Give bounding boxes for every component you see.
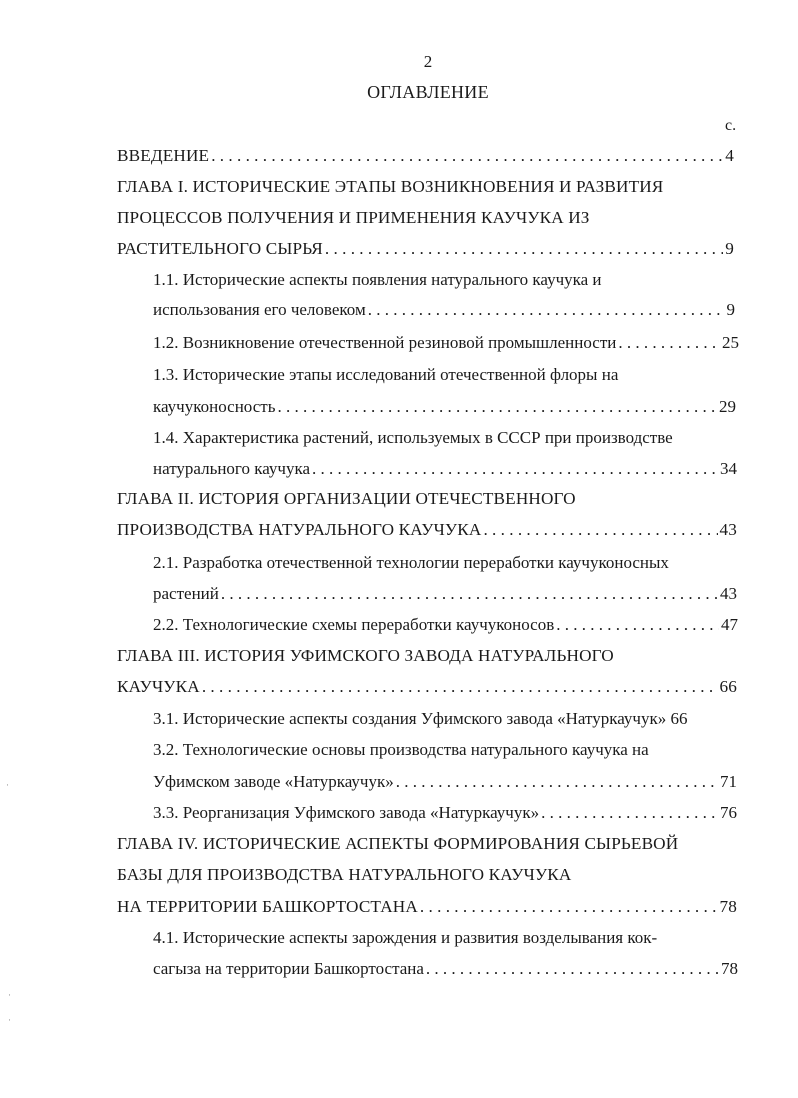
toc-section-1-3-line-1: 1.3. Исторические этапы исследований отечественной флоры на bbox=[153, 365, 619, 384]
toc-entry-text: ВВЕДЕНИЕ bbox=[117, 146, 210, 165]
toc-page-number: 78 bbox=[719, 897, 737, 916]
toc-section-2-2 bbox=[153, 615, 738, 635]
toc-section-1-1-line-2 bbox=[153, 300, 735, 320]
toc-section-2-1-line-1: 2.1. Разработка отечественной технологии переработки каучуконосных bbox=[153, 553, 669, 572]
toc-chapter-3-line-2 bbox=[117, 677, 737, 697]
toc-chapter-2-line-1: ГЛАВА II. ИСТОРИЯ ОРГАНИЗАЦИИ ОТЕЧЕСТВЕННОГО bbox=[117, 489, 576, 508]
toc-section-3-1 bbox=[153, 709, 687, 729]
toc-chapter-4-line-3 bbox=[117, 897, 737, 917]
toc-entry-text: Уфимском заводе «Натуркаучук» bbox=[153, 772, 394, 791]
scan-speck-mark: · bbox=[6, 780, 9, 790]
leader-dots bbox=[483, 520, 717, 540]
toc-chapter-1-line-3 bbox=[117, 239, 734, 259]
leader-dots bbox=[221, 584, 718, 604]
leader-dots bbox=[211, 146, 723, 166]
toc-section-1-1-line-1: 1.1. Исторические аспекты появления натурального каучука и bbox=[153, 270, 602, 289]
toc-entry-text: 3.3. Реорганизация Уфимского завода «Натуркаучук» bbox=[153, 803, 540, 822]
page-column-label: с. bbox=[725, 117, 737, 134]
leader-dots bbox=[541, 803, 718, 823]
toc-section-3-2-line-1: 3.2. Технологические основы производства натурального каучука на bbox=[153, 740, 649, 759]
toc-entry-text: сагыза на территории Башкортостана bbox=[153, 959, 424, 978]
toc-entry-text: каучуконосность bbox=[153, 397, 276, 416]
toc-page-number: 78 bbox=[721, 959, 738, 978]
toc-page-number: 43 bbox=[720, 584, 737, 603]
toc-chapter-1-line-1: ГЛАВА I. ИСТОРИЧЕСКИЕ ЭТАПЫ ВОЗНИКНОВЕНИЯ И РАЗВИТИЯ bbox=[117, 177, 664, 196]
page-title: ОГЛАВЛЕНИЕ bbox=[367, 82, 489, 102]
toc-page-number: 71 bbox=[720, 772, 737, 791]
toc-entry-text: РАСТИТЕЛЬНОГО СЫРЬЯ bbox=[117, 239, 323, 258]
toc-entry-intro bbox=[117, 146, 734, 166]
leader-dots bbox=[420, 897, 718, 917]
toc-entry-text: 3.1. Исторические аспекты создания Уфимского завода «Натуркаучук» bbox=[153, 709, 667, 728]
page-number: 2 bbox=[423, 52, 433, 71]
toc-section-1-4-line-1: 1.4. Характеристика растений, используемых в СССР при производстве bbox=[153, 428, 673, 447]
toc-section-4-1-line-2 bbox=[153, 959, 738, 979]
leader-dots bbox=[618, 333, 720, 353]
toc-page-number: 4 bbox=[725, 146, 734, 165]
toc-entry-text: 1.2. Возникновение отечественной резиновой промышленности bbox=[153, 333, 617, 352]
toc-section-2-1-line-2 bbox=[153, 584, 737, 604]
toc-page-number: 43 bbox=[719, 520, 737, 539]
toc-page-number: 9 bbox=[726, 300, 735, 319]
toc-entry-text: КАУЧУКА bbox=[117, 677, 200, 696]
toc-page-number: 9 bbox=[725, 239, 734, 258]
toc-entry-text: НА ТЕРРИТОРИИ БАШКОРТОСТАНА bbox=[117, 897, 418, 916]
toc-page-number: 66 bbox=[719, 677, 737, 696]
leader-dots bbox=[325, 239, 723, 259]
toc-page-number: 34 bbox=[720, 459, 737, 478]
toc-entry-text: ПРОИЗВОДСТВА НАТУРАЛЬНОГО КАУЧУКА bbox=[117, 520, 482, 539]
toc-section-3-2-line-2 bbox=[153, 772, 737, 792]
toc-page-number: 66 bbox=[670, 709, 688, 728]
leader-dots bbox=[556, 615, 719, 635]
toc-chapter-3-line-1: ГЛАВА III. ИСТОРИЯ УФИМСКОГО ЗАВОДА НАТУРАЛЬНОГО bbox=[117, 646, 614, 665]
toc-entry-text: растений bbox=[153, 584, 219, 603]
toc-page-number: 29 bbox=[719, 397, 736, 416]
toc-entry-text: использования его человеком bbox=[153, 300, 366, 319]
toc-chapter-4-line-1: ГЛАВА IV. ИСТОРИЧЕСКИЕ АСПЕКТЫ ФОРМИРОВАНИЯ СЫРЬЕВОЙ bbox=[117, 834, 679, 853]
scan-speck-mark: · bbox=[8, 990, 11, 1000]
leader-dots bbox=[312, 459, 718, 479]
toc-chapter-4-line-2: БАЗЫ ДЛЯ ПРОИЗВОДСТВА НАТУРАЛЬНОГО КАУЧУКА bbox=[117, 865, 572, 884]
toc-section-3-3 bbox=[153, 803, 737, 823]
toc-chapter-2-line-2 bbox=[117, 520, 737, 540]
toc-entry-text: натурального каучука bbox=[153, 459, 311, 478]
toc-chapter-1-line-2: ПРОЦЕССОВ ПОЛУЧЕНИЯ И ПРИМЕНЕНИЯ КАУЧУКА ИЗ bbox=[117, 208, 590, 227]
leader-dots bbox=[277, 397, 717, 417]
toc-page-number: 25 bbox=[722, 333, 739, 352]
leader-dots bbox=[426, 959, 719, 979]
toc-section-1-2 bbox=[153, 333, 739, 353]
toc-section-1-4-line-2 bbox=[153, 459, 737, 479]
toc-section-1-3-line-2 bbox=[153, 397, 736, 417]
scan-speck-mark: · bbox=[8, 1015, 11, 1025]
toc-page-number: 76 bbox=[720, 803, 737, 822]
toc-page-number: 47 bbox=[721, 615, 738, 634]
leader-dots bbox=[396, 772, 718, 792]
toc-section-4-1-line-1: 4.1. Исторические аспекты зарождения и развития возделывания кок- bbox=[153, 928, 658, 947]
leader-dots bbox=[202, 677, 718, 697]
toc-entry-text: 2.2. Технологические схемы переработки каучуконосов bbox=[153, 615, 555, 634]
leader-dots bbox=[368, 300, 725, 320]
